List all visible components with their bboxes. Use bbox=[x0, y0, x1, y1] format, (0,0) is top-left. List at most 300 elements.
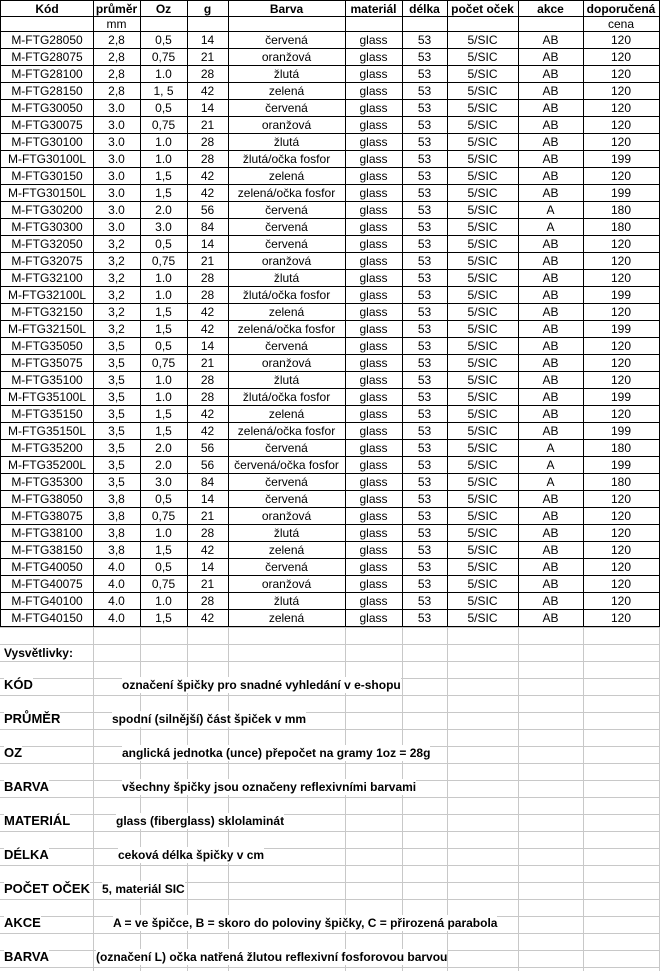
cell-oz[interactable]: Oz bbox=[140, 0, 188, 17]
cell-eyes[interactable]: 5/SIC bbox=[447, 508, 519, 525]
cell-material[interactable]: glass bbox=[345, 440, 403, 457]
cell-code[interactable]: M-FTG30150 bbox=[0, 168, 94, 185]
cell-material[interactable]: glass bbox=[345, 253, 403, 270]
cell-eyes[interactable]: 5/SIC bbox=[447, 542, 519, 559]
cell-diameter[interactable]: 3.0 bbox=[93, 185, 141, 202]
cell-eyes[interactable]: 5/SIC bbox=[447, 593, 519, 610]
cell-length[interactable]: 53 bbox=[402, 202, 448, 219]
cell-grams[interactable]: 28 bbox=[187, 525, 229, 542]
cell-length[interactable]: 53 bbox=[402, 100, 448, 117]
cell-length[interactable]: 53 bbox=[402, 185, 448, 202]
cell-length[interactable]: 53 bbox=[402, 440, 448, 457]
cell-eyes[interactable]: 5/SIC bbox=[447, 100, 519, 117]
cell-grams[interactable]: 42 bbox=[187, 83, 229, 100]
cell-eyes[interactable]: 5/SIC bbox=[447, 134, 519, 151]
cell-length[interactable]: 53 bbox=[402, 508, 448, 525]
cell-grams[interactable] bbox=[187, 17, 229, 32]
cell-diameter[interactable]: 3,2 bbox=[93, 270, 141, 287]
cell-material[interactable]: glass bbox=[345, 559, 403, 576]
cell-oz[interactable]: 1.0 bbox=[140, 134, 188, 151]
cell-material[interactable]: glass bbox=[345, 100, 403, 117]
cell-action[interactable]: AB bbox=[518, 389, 584, 406]
cell-diameter[interactable]: 3,5 bbox=[93, 355, 141, 372]
cell-oz[interactable]: 1.0 bbox=[140, 287, 188, 304]
cell-color[interactable]: zelená bbox=[228, 168, 346, 185]
cell-code[interactable]: M-FTG35050 bbox=[0, 338, 94, 355]
cell-price[interactable]: 120 bbox=[583, 168, 660, 185]
cell-color[interactable]: červená bbox=[228, 491, 346, 508]
cell-diameter[interactable]: 3.0 bbox=[93, 219, 141, 236]
cell-diameter[interactable]: 3,2 bbox=[93, 236, 141, 253]
cell-grams[interactable]: 42 bbox=[187, 423, 229, 440]
cell-material[interactable]: glass bbox=[345, 593, 403, 610]
cell-price[interactable]: 180 bbox=[583, 202, 660, 219]
cell-action[interactable]: AB bbox=[518, 287, 584, 304]
cell-code[interactable]: M-FTG30050 bbox=[0, 100, 94, 117]
cell-oz[interactable]: 1.0 bbox=[140, 270, 188, 287]
cell-color[interactable]: zelená/očka fosfor bbox=[228, 423, 346, 440]
cell-color[interactable]: červená/očka fosfor bbox=[228, 457, 346, 474]
cell-code[interactable]: M-FTG28050 bbox=[0, 32, 94, 49]
cell-material[interactable]: materiál bbox=[345, 0, 403, 17]
cell-price[interactable]: 120 bbox=[583, 525, 660, 542]
cell-color[interactable]: červená bbox=[228, 338, 346, 355]
cell-diameter[interactable]: 2,8 bbox=[93, 49, 141, 66]
cell-action[interactable]: AB bbox=[518, 100, 584, 117]
cell-diameter[interactable]: 2,8 bbox=[93, 32, 141, 49]
cell-eyes[interactable]: 5/SIC bbox=[447, 338, 519, 355]
cell-eyes[interactable]: 5/SIC bbox=[447, 185, 519, 202]
cell-material[interactable]: glass bbox=[345, 321, 403, 338]
cell-eyes[interactable]: počet oček bbox=[447, 0, 519, 17]
cell-action[interactable]: AB bbox=[518, 117, 584, 134]
cell-color[interactable] bbox=[228, 17, 346, 32]
cell-grams[interactable]: 56 bbox=[187, 457, 229, 474]
cell-action[interactable]: AB bbox=[518, 491, 584, 508]
cell-grams[interactable]: 42 bbox=[187, 406, 229, 423]
cell-length[interactable]: 53 bbox=[402, 83, 448, 100]
cell-length[interactable]: 53 bbox=[402, 236, 448, 253]
cell-code[interactable]: M-FTG40075 bbox=[0, 576, 94, 593]
cell-grams[interactable]: 42 bbox=[187, 610, 229, 627]
cell-price[interactable]: 199 bbox=[583, 287, 660, 304]
cell-price[interactable]: 120 bbox=[583, 253, 660, 270]
cell-eyes[interactable]: 5/SIC bbox=[447, 151, 519, 168]
cell-material[interactable]: glass bbox=[345, 372, 403, 389]
cell-eyes[interactable]: 5/SIC bbox=[447, 491, 519, 508]
cell-color[interactable]: žlutá bbox=[228, 66, 346, 83]
cell-diameter[interactable]: 3.0 bbox=[93, 202, 141, 219]
cell-eyes[interactable]: 5/SIC bbox=[447, 202, 519, 219]
cell-length[interactable]: 53 bbox=[402, 66, 448, 83]
cell-eyes[interactable]: 5/SIC bbox=[447, 525, 519, 542]
cell-grams[interactable]: 14 bbox=[187, 100, 229, 117]
cell-length[interactable]: 53 bbox=[402, 219, 448, 236]
cell-length[interactable]: 53 bbox=[402, 576, 448, 593]
cell-material[interactable]: glass bbox=[345, 474, 403, 491]
cell-eyes[interactable]: 5/SIC bbox=[447, 49, 519, 66]
cell-length[interactable]: 53 bbox=[402, 168, 448, 185]
cell-diameter[interactable]: 4.0 bbox=[93, 576, 141, 593]
cell-code[interactable]: M-FTG30075 bbox=[0, 117, 94, 134]
cell-diameter[interactable]: 3,2 bbox=[93, 253, 141, 270]
cell-price[interactable]: 120 bbox=[583, 610, 660, 627]
cell-grams[interactable]: 84 bbox=[187, 219, 229, 236]
cell-grams[interactable]: 28 bbox=[187, 287, 229, 304]
cell-code[interactable]: M-FTG35100L bbox=[0, 389, 94, 406]
cell-code[interactable]: M-FTG30100 bbox=[0, 134, 94, 151]
cell-length[interactable]: 53 bbox=[402, 355, 448, 372]
cell-grams[interactable]: 84 bbox=[187, 474, 229, 491]
cell-eyes[interactable]: 5/SIC bbox=[447, 389, 519, 406]
cell-material[interactable]: glass bbox=[345, 49, 403, 66]
cell-grams[interactable]: 28 bbox=[187, 389, 229, 406]
cell-color[interactable]: zelená bbox=[228, 304, 346, 321]
cell-diameter[interactable]: 4.0 bbox=[93, 610, 141, 627]
cell-material[interactable]: glass bbox=[345, 457, 403, 474]
cell-action[interactable]: AB bbox=[518, 49, 584, 66]
cell-oz[interactable]: 0,5 bbox=[140, 236, 188, 253]
cell-eyes[interactable]: 5/SIC bbox=[447, 457, 519, 474]
cell-grams[interactable]: 14 bbox=[187, 559, 229, 576]
cell-oz[interactable]: 1.0 bbox=[140, 151, 188, 168]
cell-code[interactable]: M-FTG32100L bbox=[0, 287, 94, 304]
cell-color[interactable]: žlutá bbox=[228, 593, 346, 610]
cell-price[interactable]: 120 bbox=[583, 270, 660, 287]
cell-material[interactable]: glass bbox=[345, 576, 403, 593]
cell-eyes[interactable]: 5/SIC bbox=[447, 440, 519, 457]
cell-eyes[interactable]: 5/SIC bbox=[447, 372, 519, 389]
cell-color[interactable]: žlutá/očka fosfor bbox=[228, 389, 346, 406]
cell-oz[interactable]: 0,5 bbox=[140, 491, 188, 508]
cell-action[interactable]: akce bbox=[518, 0, 584, 17]
cell-color[interactable]: žlutá bbox=[228, 270, 346, 287]
cell-eyes[interactable]: 5/SIC bbox=[447, 236, 519, 253]
cell-oz[interactable]: 1, 5 bbox=[140, 83, 188, 100]
cell-color[interactable]: oranžová bbox=[228, 576, 346, 593]
cell-length[interactable]: 53 bbox=[402, 304, 448, 321]
cell-action[interactable] bbox=[518, 17, 584, 32]
cell-oz[interactable]: 0,75 bbox=[140, 117, 188, 134]
cell-price[interactable]: 120 bbox=[583, 593, 660, 610]
cell-diameter[interactable]: 3,5 bbox=[93, 457, 141, 474]
cell-oz[interactable]: 0,75 bbox=[140, 253, 188, 270]
cell-grams[interactable]: 21 bbox=[187, 508, 229, 525]
cell-color[interactable]: červená bbox=[228, 32, 346, 49]
cell-code[interactable]: M-FTG32150 bbox=[0, 304, 94, 321]
cell-grams[interactable]: 14 bbox=[187, 236, 229, 253]
cell-code[interactable]: Kód bbox=[0, 0, 94, 17]
cell-action[interactable]: AB bbox=[518, 168, 584, 185]
cell-diameter[interactable]: 3,5 bbox=[93, 423, 141, 440]
cell-material[interactable]: glass bbox=[345, 202, 403, 219]
cell-diameter[interactable]: 3.0 bbox=[93, 100, 141, 117]
cell-code[interactable]: M-FTG40150 bbox=[0, 610, 94, 627]
cell-oz[interactable]: 1.0 bbox=[140, 593, 188, 610]
cell-diameter[interactable]: 3,5 bbox=[93, 389, 141, 406]
cell-diameter[interactable]: 3,2 bbox=[93, 321, 141, 338]
cell-material[interactable]: glass bbox=[345, 389, 403, 406]
cell-oz[interactable]: 1.0 bbox=[140, 389, 188, 406]
cell-code[interactable]: M-FTG32100 bbox=[0, 270, 94, 287]
cell-color[interactable]: žlutá/očka fosfor bbox=[228, 151, 346, 168]
cell-material[interactable]: glass bbox=[345, 491, 403, 508]
cell-action[interactable]: AB bbox=[518, 338, 584, 355]
cell-grams[interactable]: 28 bbox=[187, 134, 229, 151]
cell-material[interactable]: glass bbox=[345, 423, 403, 440]
cell-length[interactable]: 53 bbox=[402, 610, 448, 627]
cell-length[interactable]: 53 bbox=[402, 525, 448, 542]
cell-action[interactable]: AB bbox=[518, 610, 584, 627]
cell-grams[interactable]: 28 bbox=[187, 593, 229, 610]
cell-length[interactable]: délka bbox=[402, 0, 448, 17]
cell-material[interactable]: glass bbox=[345, 542, 403, 559]
cell-action[interactable]: AB bbox=[518, 321, 584, 338]
cell-oz[interactable]: 0,5 bbox=[140, 32, 188, 49]
cell-material[interactable]: glass bbox=[345, 355, 403, 372]
cell-diameter[interactable]: 3,8 bbox=[93, 491, 141, 508]
cell-price[interactable]: cena bbox=[583, 17, 660, 32]
cell-eyes[interactable]: 5/SIC bbox=[447, 83, 519, 100]
cell-length[interactable]: 53 bbox=[402, 593, 448, 610]
cell-action[interactable]: AB bbox=[518, 66, 584, 83]
cell-grams[interactable]: 14 bbox=[187, 338, 229, 355]
cell-eyes[interactable]: 5/SIC bbox=[447, 304, 519, 321]
cell-length[interactable]: 53 bbox=[402, 423, 448, 440]
cell-eyes[interactable]: 5/SIC bbox=[447, 576, 519, 593]
cell-price[interactable]: 120 bbox=[583, 117, 660, 134]
cell-code[interactable]: M-FTG35075 bbox=[0, 355, 94, 372]
cell-length[interactable]: 53 bbox=[402, 151, 448, 168]
cell-code[interactable]: M-FTG35150L bbox=[0, 423, 94, 440]
cell-oz[interactable]: 1,5 bbox=[140, 423, 188, 440]
cell-code[interactable]: M-FTG28150 bbox=[0, 83, 94, 100]
cell-oz[interactable]: 0,75 bbox=[140, 355, 188, 372]
cell-color[interactable]: zelená/očka fosfor bbox=[228, 185, 346, 202]
cell-grams[interactable]: 42 bbox=[187, 185, 229, 202]
cell-price[interactable]: 120 bbox=[583, 304, 660, 321]
cell-grams[interactable]: 14 bbox=[187, 491, 229, 508]
cell-oz[interactable]: 1,5 bbox=[140, 406, 188, 423]
cell-color[interactable]: Barva bbox=[228, 0, 346, 17]
cell-oz[interactable]: 0,5 bbox=[140, 338, 188, 355]
cell-oz[interactable]: 1,5 bbox=[140, 542, 188, 559]
cell-action[interactable]: A bbox=[518, 440, 584, 457]
cell-price[interactable]: 199 bbox=[583, 457, 660, 474]
cell-oz[interactable]: 1,5 bbox=[140, 185, 188, 202]
cell-diameter[interactable]: 4.0 bbox=[93, 593, 141, 610]
cell-action[interactable]: AB bbox=[518, 423, 584, 440]
cell-price[interactable]: 199 bbox=[583, 389, 660, 406]
cell-eyes[interactable]: 5/SIC bbox=[447, 406, 519, 423]
cell-color[interactable]: červená bbox=[228, 559, 346, 576]
cell-length[interactable]: 53 bbox=[402, 338, 448, 355]
cell-color[interactable]: zelená bbox=[228, 542, 346, 559]
cell-action[interactable]: AB bbox=[518, 253, 584, 270]
cell-price[interactable]: 199 bbox=[583, 423, 660, 440]
cell-grams[interactable]: 28 bbox=[187, 66, 229, 83]
cell-material[interactable]: glass bbox=[345, 83, 403, 100]
cell-grams[interactable]: 21 bbox=[187, 355, 229, 372]
cell-length[interactable]: 53 bbox=[402, 287, 448, 304]
cell-material[interactable]: glass bbox=[345, 338, 403, 355]
cell-length[interactable]: 53 bbox=[402, 542, 448, 559]
cell-code[interactable]: M-FTG30300 bbox=[0, 219, 94, 236]
cell-code[interactable]: M-FTG28100 bbox=[0, 66, 94, 83]
cell-length[interactable]: 53 bbox=[402, 117, 448, 134]
cell-action[interactable]: AB bbox=[518, 508, 584, 525]
cell-material[interactable] bbox=[345, 17, 403, 32]
cell-length[interactable]: 53 bbox=[402, 321, 448, 338]
cell-action[interactable]: AB bbox=[518, 83, 584, 100]
cell-material[interactable]: glass bbox=[345, 508, 403, 525]
cell-oz[interactable]: 0,5 bbox=[140, 559, 188, 576]
cell-code[interactable]: M-FTG30200 bbox=[0, 202, 94, 219]
cell-action[interactable]: AB bbox=[518, 372, 584, 389]
cell-eyes[interactable]: 5/SIC bbox=[447, 287, 519, 304]
cell-grams[interactable]: 42 bbox=[187, 304, 229, 321]
cell-material[interactable]: glass bbox=[345, 406, 403, 423]
cell-code[interactable]: M-FTG40100 bbox=[0, 593, 94, 610]
cell-price[interactable]: 180 bbox=[583, 440, 660, 457]
cell-price[interactable]: 120 bbox=[583, 236, 660, 253]
cell-diameter[interactable]: 3,5 bbox=[93, 338, 141, 355]
cell-action[interactable]: AB bbox=[518, 559, 584, 576]
cell-grams[interactable]: 28 bbox=[187, 151, 229, 168]
cell-length[interactable]: 53 bbox=[402, 389, 448, 406]
cell-oz[interactable]: 1.0 bbox=[140, 66, 188, 83]
cell-color[interactable]: zelená bbox=[228, 83, 346, 100]
cell-diameter[interactable]: 3.0 bbox=[93, 134, 141, 151]
cell-length[interactable]: 53 bbox=[402, 559, 448, 576]
cell-length[interactable]: 53 bbox=[402, 32, 448, 49]
cell-oz[interactable]: 0,5 bbox=[140, 100, 188, 117]
cell-grams[interactable]: 21 bbox=[187, 576, 229, 593]
cell-price[interactable]: 120 bbox=[583, 134, 660, 151]
cell-action[interactable]: AB bbox=[518, 406, 584, 423]
cell-price[interactable]: 120 bbox=[583, 559, 660, 576]
cell-price[interactable]: 120 bbox=[583, 542, 660, 559]
cell-oz[interactable]: 3.0 bbox=[140, 474, 188, 491]
cell-code[interactable]: M-FTG32150L bbox=[0, 321, 94, 338]
cell-material[interactable]: glass bbox=[345, 525, 403, 542]
cell-material[interactable]: glass bbox=[345, 151, 403, 168]
cell-color[interactable]: červená bbox=[228, 219, 346, 236]
cell-material[interactable]: glass bbox=[345, 117, 403, 134]
cell-action[interactable]: AB bbox=[518, 151, 584, 168]
cell-action[interactable]: A bbox=[518, 457, 584, 474]
cell-code[interactable]: M-FTG32075 bbox=[0, 253, 94, 270]
cell-material[interactable]: glass bbox=[345, 66, 403, 83]
cell-diameter[interactable]: 3,2 bbox=[93, 287, 141, 304]
cell-oz[interactable]: 0,75 bbox=[140, 49, 188, 66]
cell-color[interactable]: červená bbox=[228, 100, 346, 117]
cell-code[interactable]: M-FTG38075 bbox=[0, 508, 94, 525]
cell-price[interactable]: 120 bbox=[583, 100, 660, 117]
cell-color[interactable]: žlutá bbox=[228, 134, 346, 151]
cell-price[interactable]: 120 bbox=[583, 32, 660, 49]
cell-material[interactable]: glass bbox=[345, 168, 403, 185]
cell-diameter[interactable]: 4.0 bbox=[93, 559, 141, 576]
cell-action[interactable]: AB bbox=[518, 185, 584, 202]
cell-color[interactable]: zelená bbox=[228, 610, 346, 627]
cell-action[interactable]: A bbox=[518, 202, 584, 219]
cell-color[interactable]: žlutá/očka fosfor bbox=[228, 287, 346, 304]
cell-material[interactable]: glass bbox=[345, 304, 403, 321]
cell-price[interactable]: 120 bbox=[583, 66, 660, 83]
cell-diameter[interactable]: 3,5 bbox=[93, 372, 141, 389]
cell-code[interactable]: M-FTG32050 bbox=[0, 236, 94, 253]
cell-material[interactable]: glass bbox=[345, 270, 403, 287]
cell-oz[interactable]: 2.0 bbox=[140, 202, 188, 219]
cell-oz[interactable]: 1,5 bbox=[140, 304, 188, 321]
cell-color[interactable]: oranžová bbox=[228, 49, 346, 66]
cell-price[interactable]: 120 bbox=[583, 491, 660, 508]
cell-action[interactable]: AB bbox=[518, 32, 584, 49]
cell-action[interactable]: AB bbox=[518, 542, 584, 559]
cell-eyes[interactable]: 5/SIC bbox=[447, 219, 519, 236]
cell-code[interactable]: M-FTG35300 bbox=[0, 474, 94, 491]
cell-price[interactable]: 120 bbox=[583, 576, 660, 593]
cell-price[interactable]: doporučená bbox=[583, 0, 660, 17]
cell-diameter[interactable]: 3.0 bbox=[93, 117, 141, 134]
cell-grams[interactable]: 28 bbox=[187, 372, 229, 389]
cell-code[interactable]: M-FTG35100 bbox=[0, 372, 94, 389]
cell-eyes[interactable]: 5/SIC bbox=[447, 32, 519, 49]
cell-oz[interactable]: 1,5 bbox=[140, 610, 188, 627]
cell-eyes[interactable]: 5/SIC bbox=[447, 321, 519, 338]
cell-price[interactable]: 120 bbox=[583, 49, 660, 66]
cell-price[interactable]: 180 bbox=[583, 474, 660, 491]
cell-diameter[interactable]: 3.0 bbox=[93, 151, 141, 168]
cell-price[interactable]: 120 bbox=[583, 338, 660, 355]
cell-price[interactable]: 199 bbox=[583, 321, 660, 338]
cell-oz[interactable] bbox=[140, 17, 188, 32]
cell-color[interactable]: červená bbox=[228, 440, 346, 457]
cell-action[interactable]: AB bbox=[518, 576, 584, 593]
cell-length[interactable]: 53 bbox=[402, 49, 448, 66]
cell-length[interactable] bbox=[402, 17, 448, 32]
cell-oz[interactable]: 1,5 bbox=[140, 168, 188, 185]
cell-diameter[interactable]: 3,8 bbox=[93, 525, 141, 542]
cell-eyes[interactable]: 5/SIC bbox=[447, 559, 519, 576]
cell-eyes[interactable]: 5/SIC bbox=[447, 423, 519, 440]
cell-length[interactable]: 53 bbox=[402, 253, 448, 270]
cell-grams[interactable]: 21 bbox=[187, 117, 229, 134]
cell-grams[interactable]: 42 bbox=[187, 321, 229, 338]
cell-color[interactable]: žlutá bbox=[228, 525, 346, 542]
cell-diameter[interactable]: 3,8 bbox=[93, 508, 141, 525]
cell-eyes[interactable]: 5/SIC bbox=[447, 253, 519, 270]
cell-price[interactable]: 120 bbox=[583, 406, 660, 423]
cell-grams[interactable]: 14 bbox=[187, 32, 229, 49]
cell-material[interactable]: glass bbox=[345, 32, 403, 49]
cell-price[interactable]: 120 bbox=[583, 83, 660, 100]
cell-code[interactable]: M-FTG35200 bbox=[0, 440, 94, 457]
cell-material[interactable]: glass bbox=[345, 185, 403, 202]
cell-color[interactable]: zelená bbox=[228, 406, 346, 423]
cell-price[interactable]: 180 bbox=[583, 219, 660, 236]
cell-code[interactable]: M-FTG38100 bbox=[0, 525, 94, 542]
cell-action[interactable]: AB bbox=[518, 593, 584, 610]
cell-price[interactable]: 120 bbox=[583, 508, 660, 525]
cell-oz[interactable]: 2.0 bbox=[140, 457, 188, 474]
cell-grams[interactable]: 21 bbox=[187, 253, 229, 270]
cell-color[interactable]: červená bbox=[228, 474, 346, 491]
cell-eyes[interactable]: 5/SIC bbox=[447, 270, 519, 287]
cell-oz[interactable]: 0,75 bbox=[140, 508, 188, 525]
cell-code[interactable]: M-FTG40050 bbox=[0, 559, 94, 576]
